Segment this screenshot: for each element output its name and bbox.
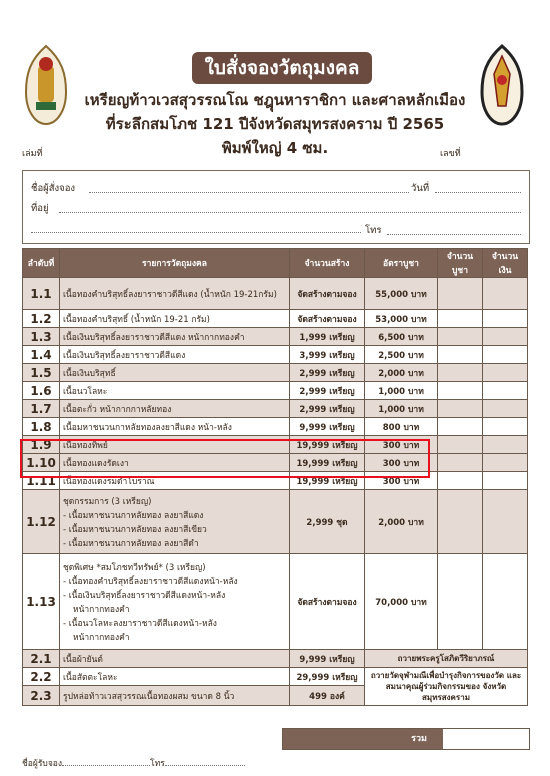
orderer-name-label: ชื่อผู้สั่งจอง	[31, 183, 76, 194]
money-cell[interactable]	[483, 364, 528, 382]
table-row	[23, 346, 528, 364]
item-name: รูปหล่อท้าวเวสสุวรรณเนื้อทองผสม ขนาด 8 นิ้ว	[60, 686, 290, 706]
item-name: เนื้อทองคำบริสุทธิ์ (น้ำหนัก 19-21 กรัม)	[60, 310, 290, 328]
item-amount: 2,999 เหรียญ	[290, 382, 365, 400]
total-label: รวม	[283, 729, 443, 749]
document-number-label: เลขที่	[440, 149, 461, 159]
table-header-row	[23, 249, 528, 278]
table-row	[23, 668, 528, 686]
table-row	[23, 278, 528, 310]
row-number: 2.3	[23, 686, 60, 706]
quantity-cell[interactable]	[438, 554, 483, 650]
column-header: จำนวนสร้าง	[290, 249, 365, 278]
column-header: ลำดับที่	[23, 249, 60, 278]
total-box	[282, 728, 530, 750]
item-price: 300 บาท	[365, 472, 438, 490]
item-price: 800 บาท	[365, 418, 438, 436]
item-name-line: - เนื้อมหาชนวนกาหลัยทอง ลงยาสีเขียว	[63, 524, 207, 535]
money-cell[interactable]	[483, 472, 528, 490]
item-name-line: - เนื้อมหาชนวนกาหลัยทอง ลงยาสีดำ	[63, 538, 199, 549]
item-name: เนื้อเงินบริสุทธิ์ลงยาราชาวดีสีแดง	[60, 346, 290, 364]
column-header: จำนวนเงิน	[483, 249, 528, 278]
item-name-line: - เนื้อเงินบริสุทธิ์ลงยาราชาวดีสีแดงหน้า-หลัง	[63, 590, 226, 601]
money-cell[interactable]	[483, 328, 528, 346]
item-price: 70,000 บาท	[365, 554, 438, 650]
quantity-cell[interactable]	[438, 328, 483, 346]
item-amount: 1,999 เหรียญ	[290, 328, 365, 346]
form-title: ใบสั่งจองวัตถุมงคล	[192, 52, 372, 84]
item-price: 2,500 บาท	[365, 346, 438, 364]
item-price: 300 บาท	[365, 454, 438, 472]
item-amount: 19,999 เหรียญ	[290, 436, 365, 454]
heading-line-1: เหรียญท้าวเวสสุวรรณโณ ชฎุนหาราชิกา และศาลหลักเมือง	[84, 91, 466, 109]
row-number: 1.2	[23, 310, 60, 328]
highlight-box	[20, 439, 430, 478]
item-amount: 2,999 ชุด	[290, 490, 365, 554]
order-form-page	[22, 16, 528, 769]
item-price: 1,000 บาท	[365, 400, 438, 418]
money-cell[interactable]	[483, 418, 528, 436]
orderer-name-field[interactable]	[89, 192, 409, 193]
item-amount: 2,999 เหรียญ	[290, 364, 365, 382]
column-header: รายการวัตถุมงคล	[60, 249, 290, 278]
item-name: เนื้อสัตตะโลหะ	[60, 668, 290, 686]
item-name-line: - เนื้อนวโลหะลงยาราชาวดีสีแดงหน้า-หลัง	[63, 618, 217, 629]
item-price: 300 บาท	[365, 436, 438, 454]
item-amount: 19,999 เหรียญ	[290, 454, 365, 472]
quantity-cell[interactable]	[438, 454, 483, 472]
orderer-info-box	[22, 170, 530, 244]
receiver-field[interactable]	[62, 765, 150, 766]
item-price: 1,000 บาท	[365, 382, 438, 400]
book-number-label: เล่มที่	[22, 149, 43, 159]
money-cell[interactable]	[483, 554, 528, 650]
item-name-line: - เนื้อมหาชนวนกาหลัยทอง ลงยาสีแดง	[63, 510, 204, 521]
quantity-cell[interactable]	[438, 418, 483, 436]
item-price: 2,000 บาท	[365, 364, 438, 382]
item-price: 2,000 บาท	[365, 490, 438, 554]
table-row	[23, 382, 528, 400]
money-cell[interactable]	[483, 382, 528, 400]
wessuwan-emblem-left-icon	[22, 44, 70, 126]
date-label: วันที่	[411, 183, 430, 194]
column-header: จำนวนบูชา	[438, 249, 483, 278]
item-amount: 9,999 เหรียญ	[290, 650, 365, 668]
item-name: เนื้อมหาชนวนกาหลัยทองลงยาสีแดง หน้า-หลัง	[60, 418, 290, 436]
money-cell[interactable]	[483, 310, 528, 328]
item-amount: 19,999 เหรียญ	[290, 472, 365, 490]
row-number: 1.9	[23, 436, 60, 454]
row-number: 1.3	[23, 328, 60, 346]
phone-field[interactable]	[387, 234, 521, 235]
table-row	[23, 650, 528, 668]
quantity-cell[interactable]	[438, 278, 483, 310]
item-amount: 9,999 เหรียญ	[290, 418, 365, 436]
item-name: เนื้อทองแดงรมดำโบราณ	[60, 472, 290, 490]
phone-label: โทร	[365, 225, 382, 236]
item-name: เนื้อทองคำบริสุทธิ์ลงยาราชาวดีสีแดง (น้ำหนัก 19-21กรัม)	[60, 278, 290, 310]
receiver-phone-field[interactable]	[165, 765, 245, 766]
table-row	[23, 364, 528, 382]
quantity-cell[interactable]	[438, 436, 483, 454]
item-name: เนื้อทองทิพย์	[60, 436, 290, 454]
money-cell[interactable]	[483, 436, 528, 454]
item-amount: 3,999 เหรียญ	[290, 346, 365, 364]
row-number: 1.6	[23, 382, 60, 400]
item-name	[60, 554, 290, 650]
quantity-cell[interactable]	[438, 310, 483, 328]
money-cell[interactable]	[483, 278, 528, 310]
heading-line-2: ที่ระลึกสมโภช 121 ปีจังหวัดสมุทรสงคราม ปี 2565	[105, 115, 445, 133]
table-row	[23, 554, 528, 650]
item-name: เนื้อทองแดงรัดเงา	[60, 454, 290, 472]
item-name: เนื้อตะกั่ว หน้ากากกาหลัยทอง	[60, 400, 290, 418]
row-number: 2.2	[23, 668, 60, 686]
item-name-line: หน้ากากทองคำ	[73, 632, 130, 643]
money-cell[interactable]	[483, 454, 528, 472]
item-price: 55,000 บาท	[365, 278, 438, 310]
item-name: เนื้อนวโลหะ	[60, 382, 290, 400]
address-field[interactable]	[59, 212, 521, 213]
row-number: 1.7	[23, 400, 60, 418]
address-label: ที่อยู่	[31, 203, 49, 214]
row-note: ถวายวัดจุฬามณีเพื่อบำรุงกิจการของวัด และสมนาคุณผู้ร่วมกิจกรรมของ จังหวัดสมุทรสงคราม	[365, 668, 528, 706]
row-number: 1.11	[23, 472, 60, 490]
item-name-line: ชุดกรรมการ (3 เหรียญ)	[63, 496, 152, 507]
item-name-line: - เนื้อทองคำบริสุทธิ์ลงยาราชาวดีสีแดงหน้า-หลัง	[63, 576, 238, 587]
table-row	[23, 490, 528, 554]
item-name-line: หน้ากากทองคำ	[73, 604, 130, 615]
item-amount: 2,999 เหรียญ	[290, 400, 365, 418]
date-field[interactable]	[435, 192, 521, 193]
item-name: เนื้อเงินบริสุทธิ์	[60, 364, 290, 382]
quantity-cell[interactable]	[438, 490, 483, 554]
receiver-label: ชื่อผู้รับจอง	[22, 759, 63, 769]
item-name	[60, 490, 290, 554]
item-amount: จัดสร้างตามจอง	[290, 278, 365, 310]
quantity-cell[interactable]	[438, 364, 483, 382]
row-number: 1.10	[23, 454, 60, 472]
table-row	[23, 310, 528, 328]
item-amount: 499 องค์	[290, 686, 365, 706]
heading-line-3: พิมพ์ใหญ่ 4 ซม.	[221, 139, 329, 157]
item-price: 53,000 บาท	[365, 310, 438, 328]
item-name-line: ชุดพิเศษ *สมโภชทวีทรัพย์* (3 เหรียญ)	[63, 562, 206, 573]
item-amount: จัดสร้างตามจอง	[290, 310, 365, 328]
item-name: เนื้อเงินบริสุทธิ์ลงยาราชาวดีสีแดง หน้ากากทองคำ	[60, 328, 290, 346]
money-cell[interactable]	[483, 346, 528, 364]
column-header: อัตราบูชา	[365, 249, 438, 278]
footer-receiver	[22, 756, 245, 770]
row-number: 1.4	[23, 346, 60, 364]
row-number: 1.1	[23, 278, 60, 310]
item-price: 6,500 บาท	[365, 328, 438, 346]
table-row	[23, 418, 528, 436]
item-name: เนื้อผ้ายันต์	[60, 650, 290, 668]
quantity-cell[interactable]	[438, 382, 483, 400]
quantity-cell[interactable]	[438, 400, 483, 418]
item-amount: จัดสร้างตามจอง	[290, 554, 365, 650]
quantity-cell[interactable]	[438, 346, 483, 364]
receiver-phone-label: โทร	[150, 759, 165, 769]
money-cell[interactable]	[483, 490, 528, 554]
table-row	[23, 400, 528, 418]
row-number: 1.13	[23, 554, 60, 650]
address-field-line-2[interactable]	[31, 232, 361, 233]
item-amount: 29,999 เหรียญ	[290, 668, 365, 686]
row-number: 1.5	[23, 364, 60, 382]
table-row	[23, 328, 528, 346]
row-number: 1.8	[23, 418, 60, 436]
money-cell[interactable]	[483, 400, 528, 418]
quantity-cell[interactable]	[438, 472, 483, 490]
row-number: 1.12	[23, 490, 60, 554]
row-note: ถวายพระครูโสภิตวีริยาภรณ์	[365, 650, 528, 668]
city-pillar-emblem-right-icon	[478, 44, 526, 126]
row-number: 2.1	[23, 650, 60, 668]
